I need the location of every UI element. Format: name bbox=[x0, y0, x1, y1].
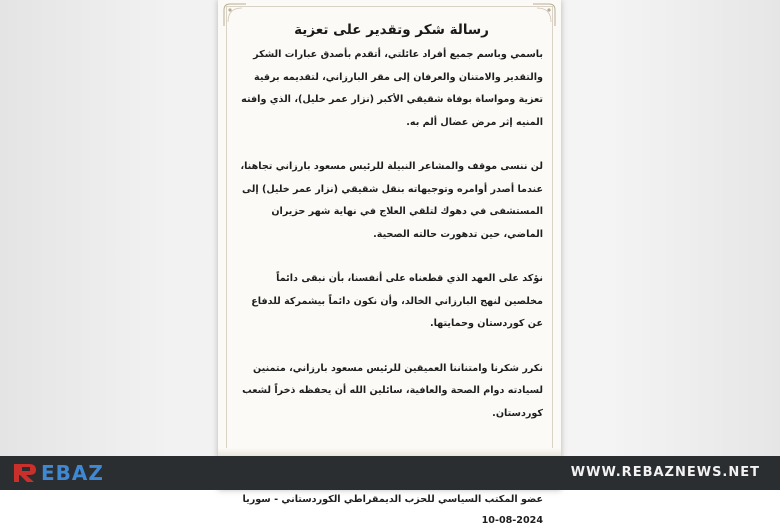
website-url[interactable]: WWW.REBAZNEWS.NET bbox=[570, 465, 760, 480]
rebaz-logo[interactable] bbox=[14, 461, 104, 485]
rebaz-r-logo-icon bbox=[14, 462, 38, 484]
paper-bottom-edge bbox=[218, 448, 561, 456]
letter-date: 10-08-2024 bbox=[481, 515, 543, 526]
signer-title: عضو المكتب السياسي للحزب الديمقراطي الكوردستاني - سوريا bbox=[242, 494, 543, 505]
letter-paragraph-3: نؤكد على العهد الذي قطعناه على أنفسنا، بأن نبقى دائماً مخلصين لنهج البارزاني الخالد، وأن نكون دائماً بيشمركة للدفاع عن كوردستان وحمايتها. bbox=[251, 273, 543, 329]
logo-text: EBAZ bbox=[41, 461, 104, 485]
letter-paragraph-1: باسمي وباسم جميع أفراد عائلتي، أتقدم بأصدق عبارات الشكر والتقدير والامتنان والعرفان إلى مقر البارزاني، لتقديمه برقية تعزية ومواساة بوفاة شقيقي الأكبر (نزار عمر خليل)، الذي وافته المنيه إثر مرض عضال ألم به. bbox=[241, 49, 543, 128]
letter-document bbox=[218, 0, 561, 526]
letter-paragraph-2: لن ننسى موقف والمشاعر النبيلة للرئيس مسعود بارزاني تجاهنا، عندما أصدر أوامره وتوجيهاته بنقل شقيقي (نزار عمر خليل) إلى المستشفى في دهوك لتلقي العلاج في نهاية شهر حزيران الماضي، حين تدهورت حالته الصحية. bbox=[240, 161, 543, 240]
letter-title: رسالة شكر وتقدير على تعزية bbox=[294, 22, 489, 38]
letter-paragraph-4: نكرر شكرنا وامتناننا العميقين للرئيس مسعود بارزاني، متمنين لسيادته دوام الصحة والعافية، سائلين الله أن يحفظه ذخراً لشعب كوردستان. bbox=[242, 362, 543, 419]
